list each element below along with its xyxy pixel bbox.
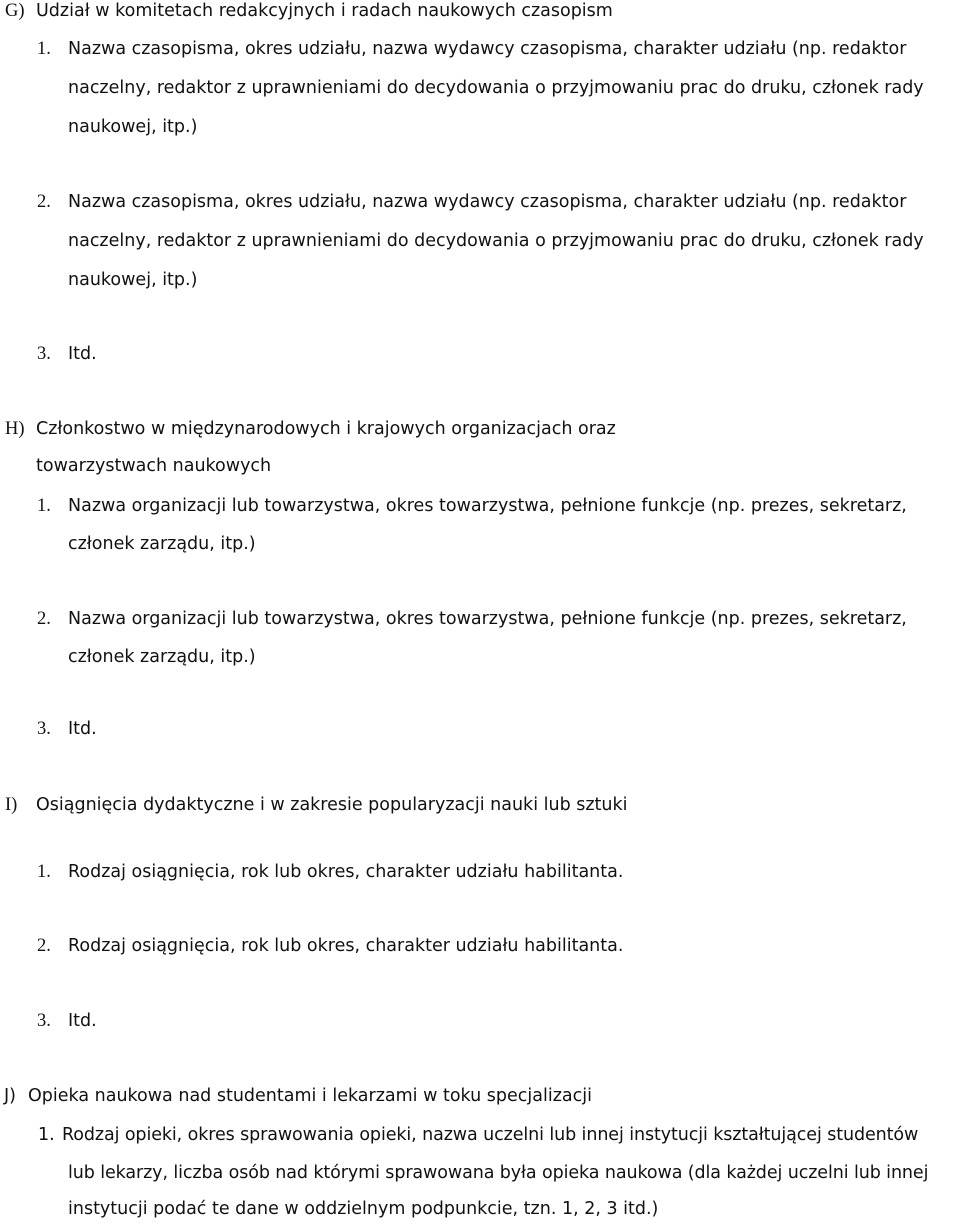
g-item-1-line-2: naczelny, redaktor z uprawnieniami do decydowania o przyjmowaniu prac do druku, członek rady [68, 78, 924, 98]
i-item-3-number: 3. [37, 1011, 51, 1031]
j-item-1-number: 1. [38, 1125, 55, 1145]
section-h-marker: H) [5, 419, 25, 439]
g-item-2-line-2: naczelny, redaktor z uprawnieniami do decydowania o przyjmowaniu prac do druku, członek rady [68, 231, 924, 251]
j-item-1-line-3: instytucji podać te dane w oddzielnym podpunkcie, tzn. 1, 2, 3 itd.) [68, 1199, 659, 1219]
g-item-2-number: 2. [37, 192, 51, 212]
j-item-1-line-2: lub lekarzy, liczba osób nad którymi sprawowana była opieka naukowa (dla każdej uczelni lub innej [68, 1163, 929, 1183]
i-item-2-number: 2. [37, 936, 51, 956]
section-g-heading: Udział w komitetach redakcyjnych i radach naukowych czasopism [36, 1, 613, 21]
h-item-1-line-2: członek zarządu, itp.) [68, 534, 256, 554]
i-item-1-number: 1. [37, 862, 51, 882]
h-item-1-line-1: Nazwa organizacji lub towarzystwa, okres towarzystwa, pełnione funkcje (np. prezes, sekretarz, [68, 496, 907, 516]
i-item-3-text: Itd. [68, 1011, 97, 1031]
g-item-3-number: 3. [37, 344, 51, 364]
h-item-2-line-2: członek zarządu, itp.) [68, 647, 256, 667]
section-h-heading-line-1: Członkostwo w międzynarodowych i krajowych organizacjach oraz [36, 419, 616, 439]
i-item-2-text: Rodzaj osiągnięcia, rok lub okres, charakter udziału habilitanta. [68, 936, 624, 956]
h-item-3-number: 3. [37, 719, 51, 739]
section-g-marker: G) [5, 1, 25, 21]
section-h-heading-line-2: towarzystwach naukowych [36, 456, 272, 476]
g-item-2-line-1: Nazwa czasopisma, okres udziału, nazwa wydawcy czasopisma, charakter udziału (np. redaktor [68, 192, 907, 212]
g-item-1-number: 1. [37, 39, 51, 59]
section-j-marker: J) [4, 1086, 16, 1106]
g-item-1-line-1: Nazwa czasopisma, okres udziału, nazwa wydawcy czasopisma, charakter udziału (np. redaktor [68, 39, 907, 59]
section-i-marker: I) [5, 795, 18, 815]
h-item-2-number: 2. [37, 609, 51, 629]
g-item-2-line-3: naukowej, itp.) [68, 270, 198, 290]
g-item-1-line-3: naukowej, itp.) [68, 117, 198, 137]
h-item-1-number: 1. [37, 496, 51, 516]
h-item-2-line-1: Nazwa organizacji lub towarzystwa, okres towarzystwa, pełnione funkcje (np. prezes, sekretarz, [68, 609, 907, 629]
g-item-3-text: Itd. [68, 344, 97, 364]
j-item-1-line-1: Rodzaj opieki, okres sprawowania opieki, nazwa uczelni lub innej instytucji kształtującej studentów [62, 1125, 919, 1145]
h-item-3-text: Itd. [68, 719, 97, 739]
i-item-1-text: Rodzaj osiągnięcia, rok lub okres, charakter udziału habilitanta. [68, 862, 624, 882]
section-j-heading: Opieka naukowa nad studentami i lekarzami w toku specjalizacji [28, 1086, 592, 1106]
section-i-heading: Osiągnięcia dydaktyczne i w zakresie popularyzacji nauki lub sztuki [36, 795, 628, 815]
